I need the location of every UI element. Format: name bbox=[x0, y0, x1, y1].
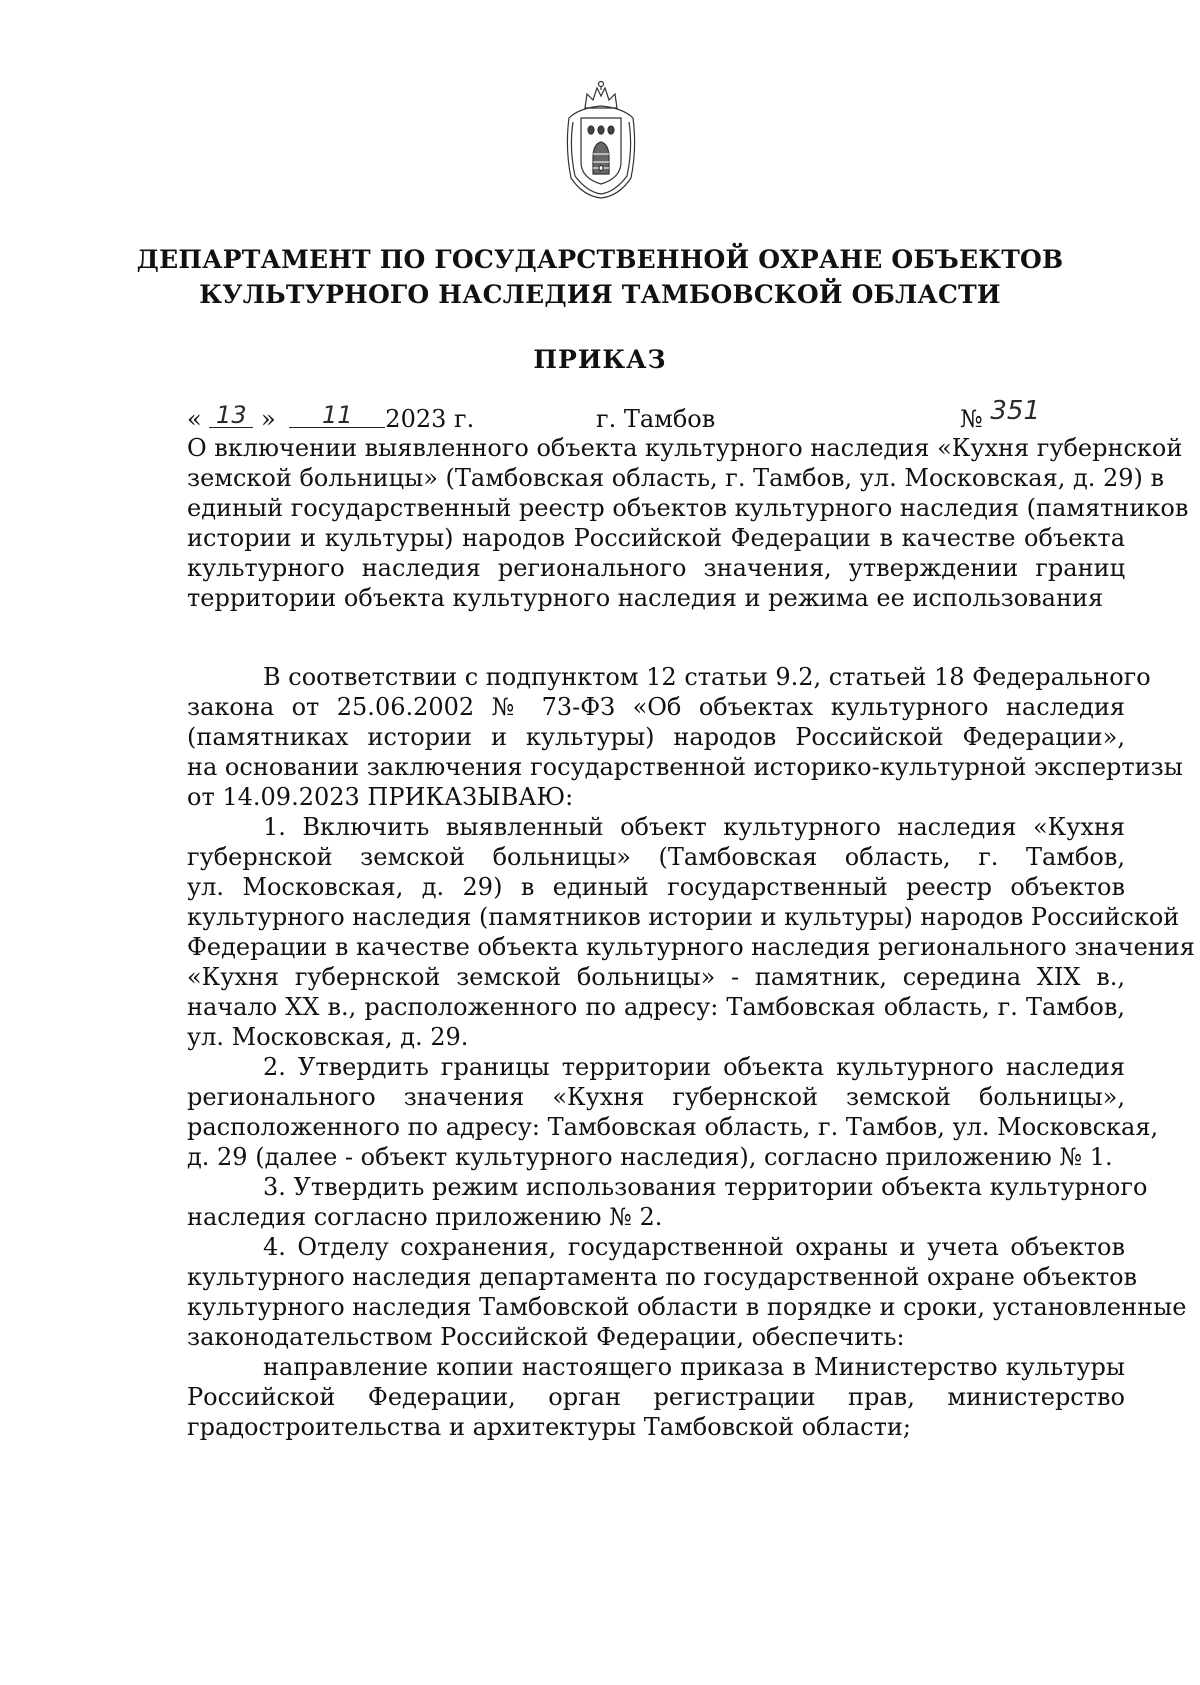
item-1-line: Федерации в качестве объекта культурного наследия регионального значения bbox=[187, 933, 1195, 961]
item-4-line: культурного наследия Тамбовской области в порядке и сроки, установленные bbox=[187, 1293, 1187, 1321]
item-2-line: регионального значения «Кухня губернской земской больницы», bbox=[187, 1083, 1125, 1111]
item-4-line: законодательством Российской Федерации, обеспечить: bbox=[187, 1323, 905, 1351]
date-quote-close: » bbox=[260, 405, 276, 433]
item-4-line: 4. Отделу сохранения, государственной охраны и учета объектов bbox=[263, 1233, 1125, 1261]
subject-line: культурного наследия регионального значения, утверждении границ bbox=[187, 554, 1125, 582]
item-3-line: 3. Утвердить режим использования территории объекта культурного bbox=[263, 1173, 1148, 1201]
subject-line: территории объекта культурного наследия и режима ее использования bbox=[187, 584, 1104, 612]
date-day-handwritten: 13 bbox=[209, 403, 253, 428]
coat-of-arms-icon bbox=[563, 78, 639, 200]
subject-line: О включении выявленного объекта культурного наследия «Кухня губернской bbox=[187, 434, 1183, 462]
subject-line: единый государственный реестр объектов культурного наследия (памятников bbox=[187, 494, 1189, 522]
date-quote-open: « bbox=[187, 405, 202, 433]
document-type-title: ПРИКАЗ bbox=[533, 345, 667, 374]
item-1-line: «Кухня губернской земской больницы» - памятник, середина XIX в., bbox=[187, 963, 1125, 991]
item-4-subpoint bbox=[187, 1352, 1125, 1442]
item-2 bbox=[187, 1052, 1159, 1172]
preamble-line: на основании заключения государственной историко-культурной экспертизы bbox=[187, 753, 1183, 781]
order-city: г. Тамбов bbox=[596, 405, 716, 433]
item-1-line: ул. Московская, д. 29) в единый государственный реестр объектов bbox=[187, 873, 1125, 901]
preamble bbox=[187, 662, 1183, 812]
item-2-line: 2. Утвердить границы территории объекта культурного наследия bbox=[263, 1053, 1125, 1081]
subject-line: земской больницы» (Тамбовская область, г. Тамбов, ул. Московская, д. 29) в bbox=[187, 464, 1165, 492]
item-3 bbox=[187, 1172, 1148, 1232]
item-1-line: губернской земской больницы» (Тамбовская область, г. Тамбов, bbox=[187, 843, 1125, 871]
item-4-line: культурного наследия департамента по государственной охране объектов bbox=[187, 1263, 1138, 1291]
item-1-line: ул. Московская, д. 29. bbox=[187, 1023, 469, 1051]
item-4 bbox=[187, 1232, 1187, 1352]
number-handwritten: 351 bbox=[990, 396, 1040, 426]
order-number bbox=[960, 396, 1050, 433]
item-3-line: наследия согласно приложению № 2. bbox=[187, 1203, 663, 1231]
date-year: 2023 г. bbox=[385, 405, 475, 433]
order-date bbox=[187, 401, 475, 433]
preamble-line: В соответствии с подпунктом 12 статьи 9.2, статьей 18 Федерального bbox=[263, 663, 1151, 691]
preamble-line: (памятниках истории и культуры) народов Российской Федерации», bbox=[187, 723, 1125, 751]
order-subject bbox=[187, 433, 1189, 613]
department-name-line-1: ДЕПАРТАМЕНТ ПО ГОСУДАРСТВЕННОЙ ОХРАНЕ ОБЪЕКТОВ bbox=[136, 245, 1064, 274]
number-label: № bbox=[960, 405, 983, 433]
item-1-line: начало XX в., расположенного по адресу: Тамбовская область, г. Тамбов, bbox=[187, 993, 1125, 1021]
item-4-subpoint-line: направление копии настоящего приказа в Министерство культуры bbox=[263, 1353, 1125, 1381]
item-4-subpoint-line: Российской Федерации, орган регистрации прав, министерство bbox=[187, 1383, 1125, 1411]
date-month-handwritten: 11 bbox=[289, 403, 385, 428]
department-name-line-2: КУЛЬТУРНОГО НАСЛЕДИЯ ТАМБОВСКОЙ ОБЛАСТИ bbox=[199, 280, 1001, 309]
subject-line: истории и культуры) народов Российской Федерации в качестве объекта bbox=[187, 524, 1125, 552]
preamble-line: от 14.09.2023 ПРИКАЗЫВАЮ: bbox=[187, 783, 574, 811]
preamble-line: закона от 25.06.2002 № 73-ФЗ «Об объектах культурного наследия bbox=[187, 693, 1125, 721]
item-2-line: д. 29 (далее - объект культурного наследия), согласно приложению № 1. bbox=[187, 1143, 1113, 1171]
item-1-line: 1. Включить выявленный объект культурного наследия «Кухня bbox=[263, 813, 1125, 841]
item-1-line: культурного наследия (памятников истории и культуры) народов Российской bbox=[187, 903, 1180, 931]
item-2-line: расположенного по адресу: Тамбовская область, г. Тамбов, ул. Московская, bbox=[187, 1113, 1159, 1141]
item-1 bbox=[187, 812, 1195, 1052]
item-4-subpoint-line: градостроительства и архитектуры Тамбовской области; bbox=[187, 1413, 911, 1441]
